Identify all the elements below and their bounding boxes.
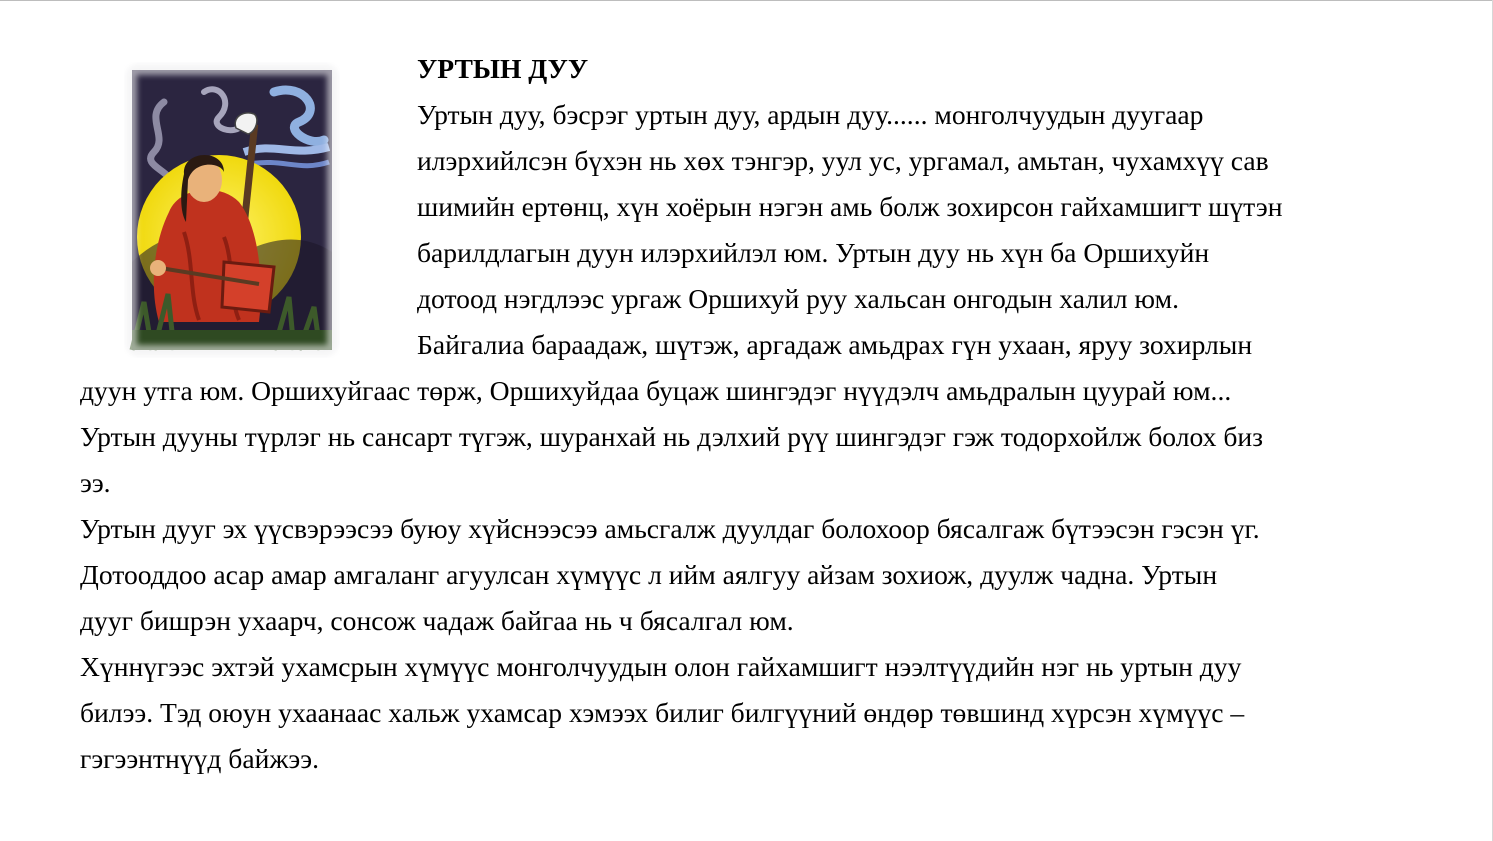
paragraph-line: дуун утга юм. Оршихуйгаас төрж, Оршихуйдаа буцаж шингэдэг нүүдэлч амьдралын цуурай юм... [80,375,1232,406]
paragraph-line: гэгээнтнүүд байжээ. [80,743,319,774]
wind-ribbon [244,147,329,152]
morin-khuur-body [222,262,274,312]
paragraph-line: шимийн ертөнц, хүн хоёрын нэгэн амь болж зохирсон гайхамшигт шүтэн [417,191,1283,222]
paragraph-line: Дотооддоо асар амар амгаланг агуулсан хүмүүс л ийм аялгуу айзам зохиож, дуулж чадна. Уртын [80,559,1218,590]
morin-khuur-player-image [124,62,340,358]
paragraph-line: Уртын дуу, бэсрэг уртын дуу, ардын дуу...... монголчуудын дуугаар [417,99,1204,130]
paragraph-line: Уртын дууны түрлэг нь сансарт түгэж, шуранхай нь дэлхий рүү шингэдэг гэж тодорхойлж болох биз [80,421,1264,452]
paragraph-line: ээ. [80,467,111,498]
page-top-border [0,0,1493,1]
paragraph-line: илэрхийлсэн бүхэн нь хөх тэнгэр, уул ус, ургамал, амьтан, чухамхүү сав [417,145,1269,176]
article-title: УРТЫН ДУУ [417,53,589,84]
hand [150,260,166,276]
paragraph-line: Хүннүгээс эхтэй ухамсрын хүмүүс монголчуудын олон гайхамшигт нээлтүүдийн нэг нь уртын дуу [80,651,1242,682]
paragraph-line: Уртын дууг эх үүсвэрээсээ буюу хүйснээсээ амьсгалж дуулдаг болохоор бясалгаж бүтээсэн гэсэн үг. [80,513,1260,544]
paragraph-line: Байгалиа бараадаж, шүтэж, аргадаж амьдрах гүн ухаан, яруу зохирлын [417,329,1253,360]
paragraph-line: дууг бишрэн ухаарч, сонсож чадаж байгаа нь ч бясалгал юм. [80,605,794,636]
paragraph-line: билээ. Тэд оюун ухаанаас хальж ухамсар хэмээх билиг билгүүний өндөр төвшинд хүрсэн хүмүүс – [80,697,1245,728]
paragraph-line: барилдлагын дуун илэрхийлэл юм. Уртын дуу нь хүн ба Оршихуйн [417,237,1210,268]
paragraph-line: дотоод нэгдлээс ургаж Оршихуй руу хальсан онгодын халил юм. [417,283,1180,314]
